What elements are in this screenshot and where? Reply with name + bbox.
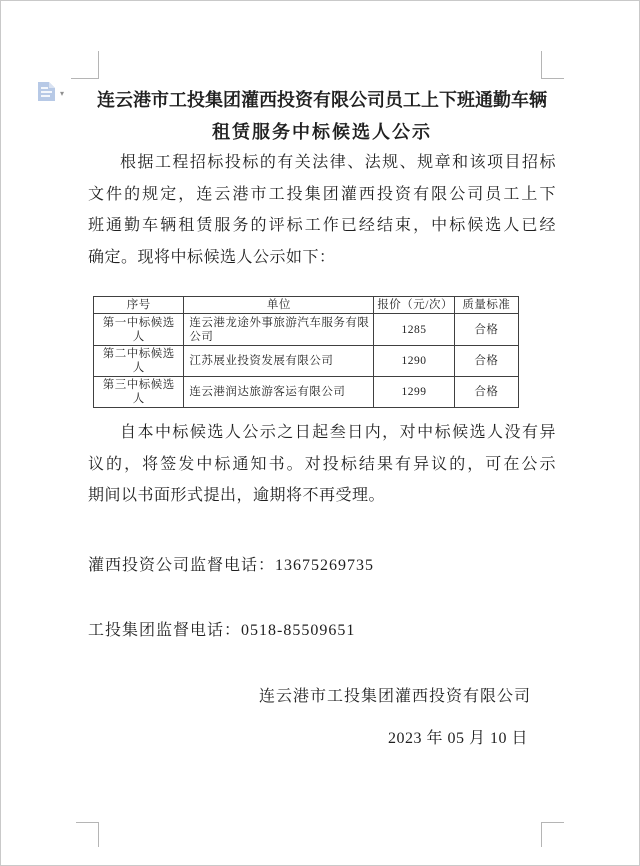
cell-company: 连云港润达旅游客运有限公司 [184,377,374,408]
header-company: 单位 [184,297,374,314]
table-header-row [94,297,519,314]
cell-price: 1290 [374,346,454,377]
cell-price: 1285 [374,314,454,346]
paragraph-line: 根据工程招标投标的有关法律、法规、规章和该项目招标 [120,154,556,171]
gongtou-supervision-phone: 工投集团监督电话：0518-85509651 [88,622,356,639]
header-quality: 质量标准 [454,297,518,314]
paragraph-line: 自本中标候选人公示之日起叁日内，对中标候选人没有异 [120,424,556,441]
title-line-1: 连云港市工投集团灌西投资有限公司员工上下班通勤车辆 [97,90,547,110]
cell-rank: 第三中标候选人 [94,377,184,408]
crop-mark-top-left [71,51,99,79]
cell-quality: 合格 [454,346,518,377]
header-rank: 序号 [94,297,184,314]
cell-quality: 合格 [454,377,518,408]
paragraph-line: 期间以书面形式提出，逾期将不再受理。 [88,487,386,505]
title-line-2: 租赁服务中标候选人公示 [212,122,432,142]
table-row [94,346,519,377]
objection-paragraph [88,417,556,512]
table-row [94,314,519,346]
signature-company: 连云港市工投集团灌西投资有限公司 [259,688,532,705]
paragraph-line: 文件的规定，连云港市工投集团灌西投资有限公司员工上下 [88,185,556,203]
paragraph-line: 议的，将签发中标通知书。对投标结果有异议的，可在公示 [88,455,556,473]
paragraph-line: 确定。现将中标候选人公示如下： [88,249,336,267]
guanxi-supervision-phone: 灌西投资公司监督电话：13675269735 [88,557,375,574]
dropdown-arrow-icon[interactable]: ▾ [60,89,65,98]
paste-options-button[interactable] [37,81,77,107]
crop-mark-top-right [541,51,564,79]
table-row [94,377,519,408]
document-title [88,84,556,148]
signature-date: 2023 年 05 月 10 日 [388,730,529,747]
cell-company: 连云港龙途外事旅游汽车服务有限公司 [184,314,374,346]
crop-mark-bottom-left [76,822,99,847]
cell-rank: 第二中标候选人 [94,346,184,377]
crop-mark-bottom-right [541,822,564,847]
cell-price: 1299 [374,377,454,408]
paste-document-icon [37,81,56,107]
intro-paragraph [88,147,556,274]
header-price: 报价（元/次） [374,297,454,314]
cell-company: 江苏展业投资发展有限公司 [184,346,374,377]
cell-rank: 第一中标候选人 [94,314,184,346]
paragraph-line: 班通勤车辆租赁服务的评标工作已经结束，中标候选人已经 [88,217,556,235]
cell-quality: 合格 [454,314,518,346]
bid-candidates-table [93,296,519,408]
